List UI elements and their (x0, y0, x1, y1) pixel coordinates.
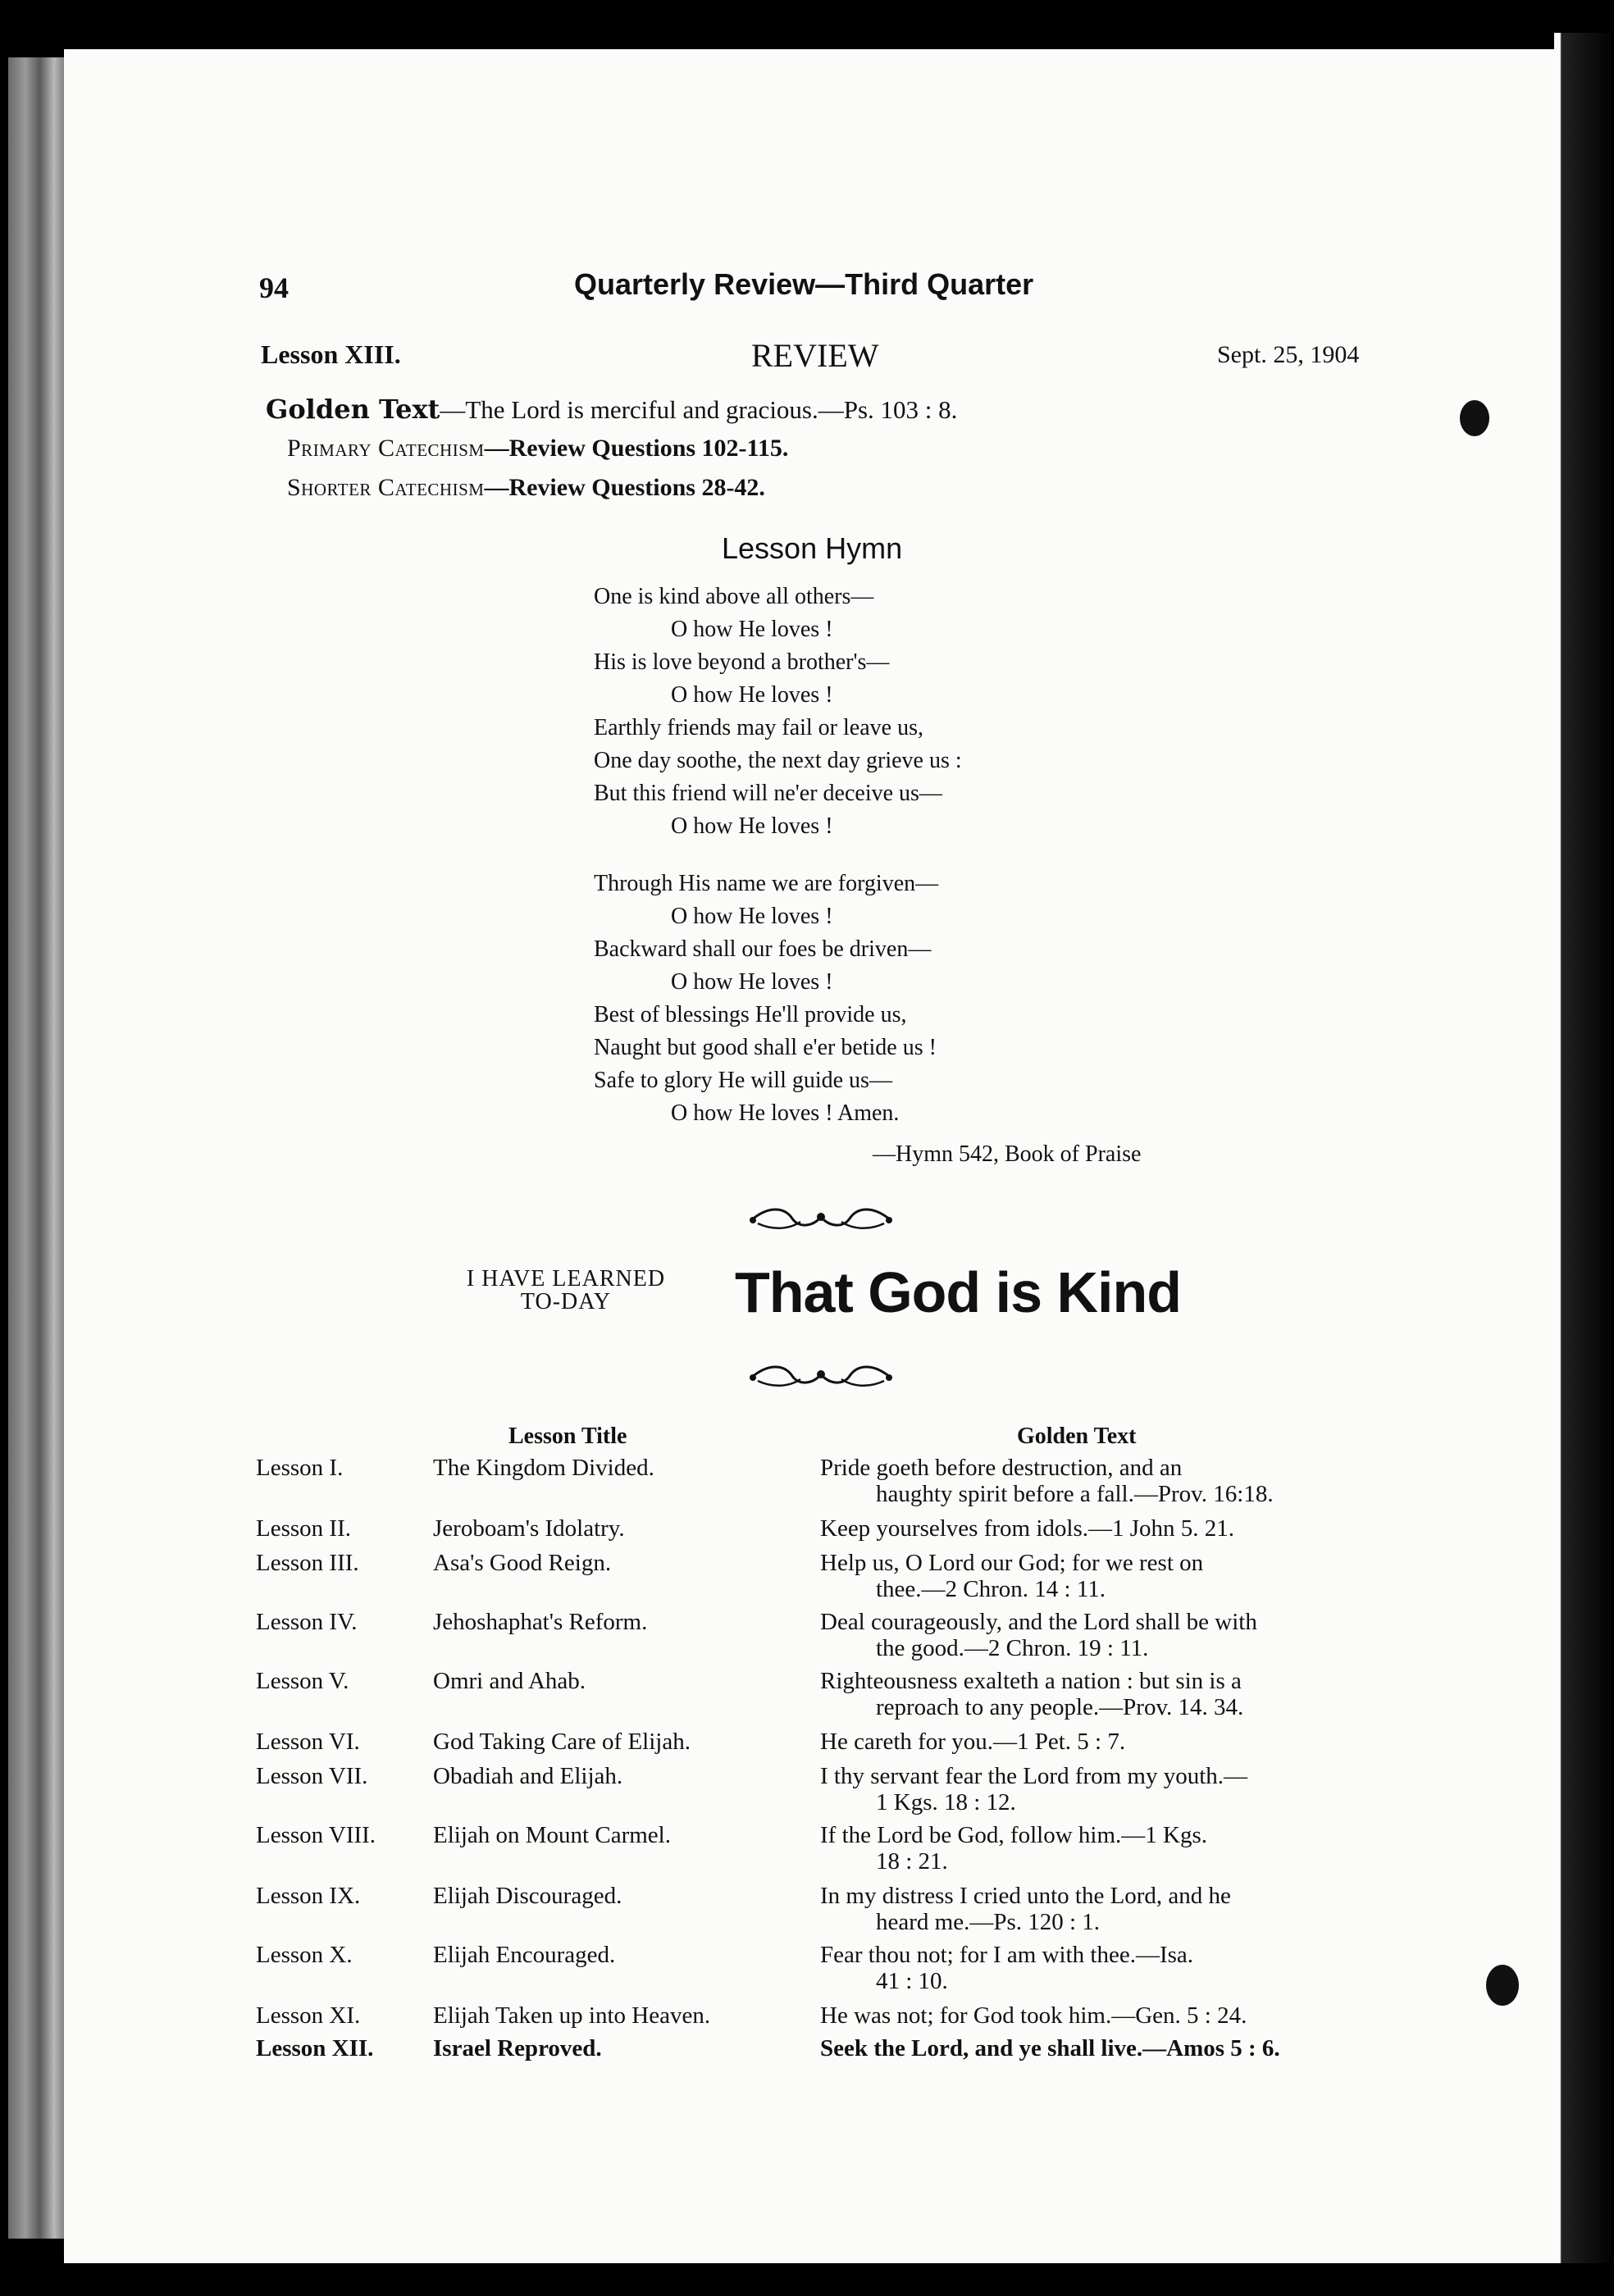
golden-text-line1: He was not; for God took him.—Gen. 5 : 24. (820, 2002, 1247, 2029)
hymn-line: Through His name we are forgiven— (594, 871, 939, 896)
column-header-lesson-title: Lesson Title (508, 1424, 627, 1449)
golden-text-line1: Seek the Lord, and ye shall live.—Amos 5 : 6. (820, 2035, 1280, 2061)
hymn-line: Naught but good shall e'er betide us ! (594, 1035, 937, 1060)
lesson-title: REVIEW (751, 337, 879, 374)
book-spine-edge (8, 57, 66, 2239)
lesson-number: Lesson XIII. (261, 339, 401, 369)
golden-text-line1: In my distress I cried unto the Lord, and he (820, 1883, 1231, 1909)
lesson-date: Sept. 25, 1904 (1217, 341, 1360, 368)
title-cell: The Kingdom Divided. (433, 1455, 654, 1481)
hymn-line: O how He loves ! Amen. (671, 1100, 900, 1126)
hymn-title: Lesson Hymn (722, 531, 903, 565)
title-cell: Elijah Taken up into Heaven. (433, 2002, 711, 2029)
lesson-cell: Lesson VIII. (256, 1822, 376, 1848)
title-cell: Elijah Discouraged. (433, 1883, 622, 1909)
hymn-line: Backward shall our foes be driven— (594, 936, 932, 962)
hymn-line: O how He loves ! (671, 969, 833, 995)
hymn-line: His is love beyond a brother's— (594, 649, 890, 675)
golden-text-line1: Fear thou not; for I am with thee.—Isa. (820, 1942, 1194, 1968)
hymn-attribution: —Hymn 542, Book of Praise (873, 1141, 1142, 1167)
running-title: Quarterly Review—Third Quarter (574, 267, 1034, 301)
lesson-cell: Lesson XI. (256, 2002, 361, 2029)
ornament-flourish-icon (743, 1202, 899, 1235)
ink-blot (1486, 1965, 1519, 2006)
golden-text-verse: —The Lord is merciful and gracious.—Ps. 103 : 8. (440, 395, 958, 424)
lesson-cell: Lesson IV. (256, 1609, 358, 1635)
golden-text-line2: reproach to any people.—Prov. 14. 34. (876, 1694, 1244, 1720)
title-cell: Jehoshaphat's Reform. (433, 1609, 648, 1635)
golden-text-line1: Deal courageously, and the Lord shall be with (820, 1609, 1257, 1635)
column-header-golden-text: Golden Text (1017, 1424, 1137, 1449)
title-cell: Asa's Good Reign. (433, 1550, 612, 1576)
golden-text-label: Golden Text (266, 394, 440, 425)
golden-text-line2: the good.—2 Chron. 19 : 11. (876, 1635, 1149, 1661)
lesson-cell: Lesson V. (256, 1668, 349, 1694)
golden-text-cell (820, 1515, 1386, 1542)
golden-text-line2: heard me.—Ps. 120 : 1. (876, 1909, 1101, 1935)
golden-text-cell (820, 1550, 1386, 1602)
title-cell: Jeroboam's Idolatry. (433, 1515, 625, 1542)
primary-catechism-text: —Review Questions 102-115. (484, 435, 789, 462)
hymn-line: Best of blessings He'll provide us, (594, 1002, 907, 1027)
lesson-cell: Lesson VII. (256, 1763, 368, 1789)
golden-text-line2: 18 : 21. (876, 1848, 948, 1875)
hymn-line: O how He loves ! (671, 813, 833, 839)
golden-text-line2: thee.—2 Chron. 14 : 11. (876, 1576, 1106, 1602)
lesson-cell: Lesson I. (256, 1455, 344, 1481)
golden-text-cell (820, 1763, 1386, 1815)
title-cell: Obadiah and Elijah. (433, 1763, 623, 1789)
golden-text-cell (820, 1729, 1386, 1755)
golden-text-line2: 41 : 10. (876, 1968, 948, 1994)
lesson-cell: Lesson III. (256, 1550, 359, 1576)
shorter-catechism (287, 474, 765, 502)
hymn-line: O how He loves ! (671, 682, 833, 708)
lesson-cell: Lesson IX. (256, 1883, 361, 1909)
golden-text-line1: Righteousness exalteth a nation : but sin is a (820, 1668, 1242, 1694)
title-cell: Omri and Ahab. (433, 1668, 586, 1694)
ornament-flourish-icon (743, 1360, 899, 1392)
lesson-cell: Lesson XII. (256, 2035, 374, 2061)
hymn-line: Safe to glory He will guide us— (594, 1068, 892, 1093)
golden-text-line1: If the Lord be God, follow him.—1 Kgs. (820, 1822, 1207, 1848)
learned-label (426, 1268, 705, 1314)
hymn-line: One is kind above all others— (594, 584, 874, 609)
hymn-verses (594, 581, 962, 1130)
title-cell: Elijah Encouraged. (433, 1942, 616, 1968)
primary-catechism-label: Primary Catechism (287, 435, 485, 462)
title-cell: God Taking Care of Elijah. (433, 1729, 691, 1755)
golden-text-line1: He careth for you.—1 Pet. 5 : 7. (820, 1729, 1126, 1755)
golden-text-line1: I thy servant fear the Lord from my youth.— (820, 1763, 1248, 1789)
ink-blot (1460, 400, 1489, 436)
lesson-cell: Lesson II. (256, 1515, 351, 1542)
title-cell: Elijah on Mount Carmel. (433, 1822, 671, 1848)
golden-text-line1: Pride goeth before destruction, and an (820, 1455, 1183, 1481)
golden-text-line (266, 394, 957, 425)
title-cell: Israel Reproved. (433, 2035, 602, 2061)
shorter-catechism-label: Shorter Catechism (287, 474, 485, 501)
primary-catechism (287, 435, 788, 462)
shorter-catechism-text: —Review Questions 28-42. (484, 474, 765, 501)
golden-text-line1: Keep yourselves from idols.—1 John 5. 21. (820, 1515, 1235, 1542)
learned-line1: I HAVE LEARNED (466, 1266, 666, 1292)
golden-text-line1: Help us, O Lord our God; for we rest on (820, 1550, 1204, 1576)
golden-text-cell (820, 1883, 1386, 1935)
golden-text-cell (820, 1455, 1386, 1507)
golden-text-cell (820, 1942, 1386, 1994)
golden-text-cell (820, 1668, 1386, 1720)
hymn-line: O how He loves ! (671, 904, 833, 929)
golden-text-cell (820, 2035, 1386, 2061)
golden-text-cell (820, 1609, 1386, 1661)
lesson-cell: Lesson VI. (256, 1729, 360, 1755)
golden-text-line2: 1 Kgs. 18 : 12. (876, 1789, 1016, 1815)
lesson-cell: Lesson X. (256, 1942, 353, 1968)
golden-text-cell (820, 1822, 1386, 1875)
hymn-line: But this friend will ne'er deceive us— (594, 781, 942, 806)
golden-text-cell (820, 2002, 1386, 2029)
hymn-line: One day soothe, the next day grieve us : (594, 748, 962, 773)
golden-text-line2: haughty spirit before a fall.—Prov. 16:18. (876, 1481, 1274, 1507)
page-number: 94 (259, 271, 289, 304)
hymn-line: O how He loves ! (671, 617, 833, 642)
learned-statement: That God is Kind (735, 1260, 1181, 1324)
learned-line2: TO-DAY (520, 1289, 612, 1314)
hymn-line: Earthly friends may fail or leave us, (594, 715, 923, 740)
facing-page-edge (1554, 33, 1614, 2263)
stanza-break (594, 843, 962, 868)
